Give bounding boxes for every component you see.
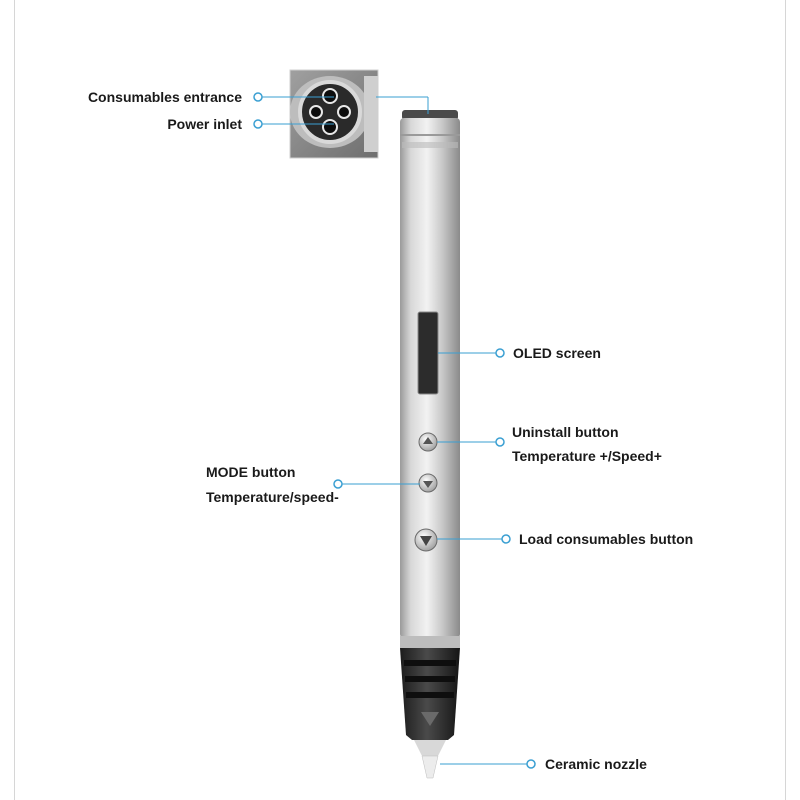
mode-button-shape xyxy=(419,474,437,492)
label-temperature-speed-plus: Temperature +/Speed+ xyxy=(512,448,662,464)
label-power-inlet: Power inlet xyxy=(167,116,242,132)
label-mode-button: MODE button xyxy=(206,464,296,480)
label-oled-screen: OLED screen xyxy=(513,345,601,361)
top-closeup-inset xyxy=(290,70,378,158)
label-ceramic-nozzle: Ceramic nozzle xyxy=(545,756,647,772)
callout-leaders xyxy=(262,97,528,764)
callout-dots xyxy=(254,93,535,768)
grip-section xyxy=(400,636,460,740)
uninstall-button-shape xyxy=(419,433,437,451)
label-temperature-speed-minus: Temperature/speed- xyxy=(206,489,339,505)
oled-screen-shape xyxy=(418,312,438,394)
label-uninstall-button: Uninstall button xyxy=(512,424,619,440)
label-consumables-entrance: Consumables entrance xyxy=(87,89,242,105)
load-consumables-button-shape xyxy=(415,529,437,551)
label-load-consumables-button: Load consumables button xyxy=(519,531,694,547)
ceramic-nozzle-shape xyxy=(414,740,446,778)
